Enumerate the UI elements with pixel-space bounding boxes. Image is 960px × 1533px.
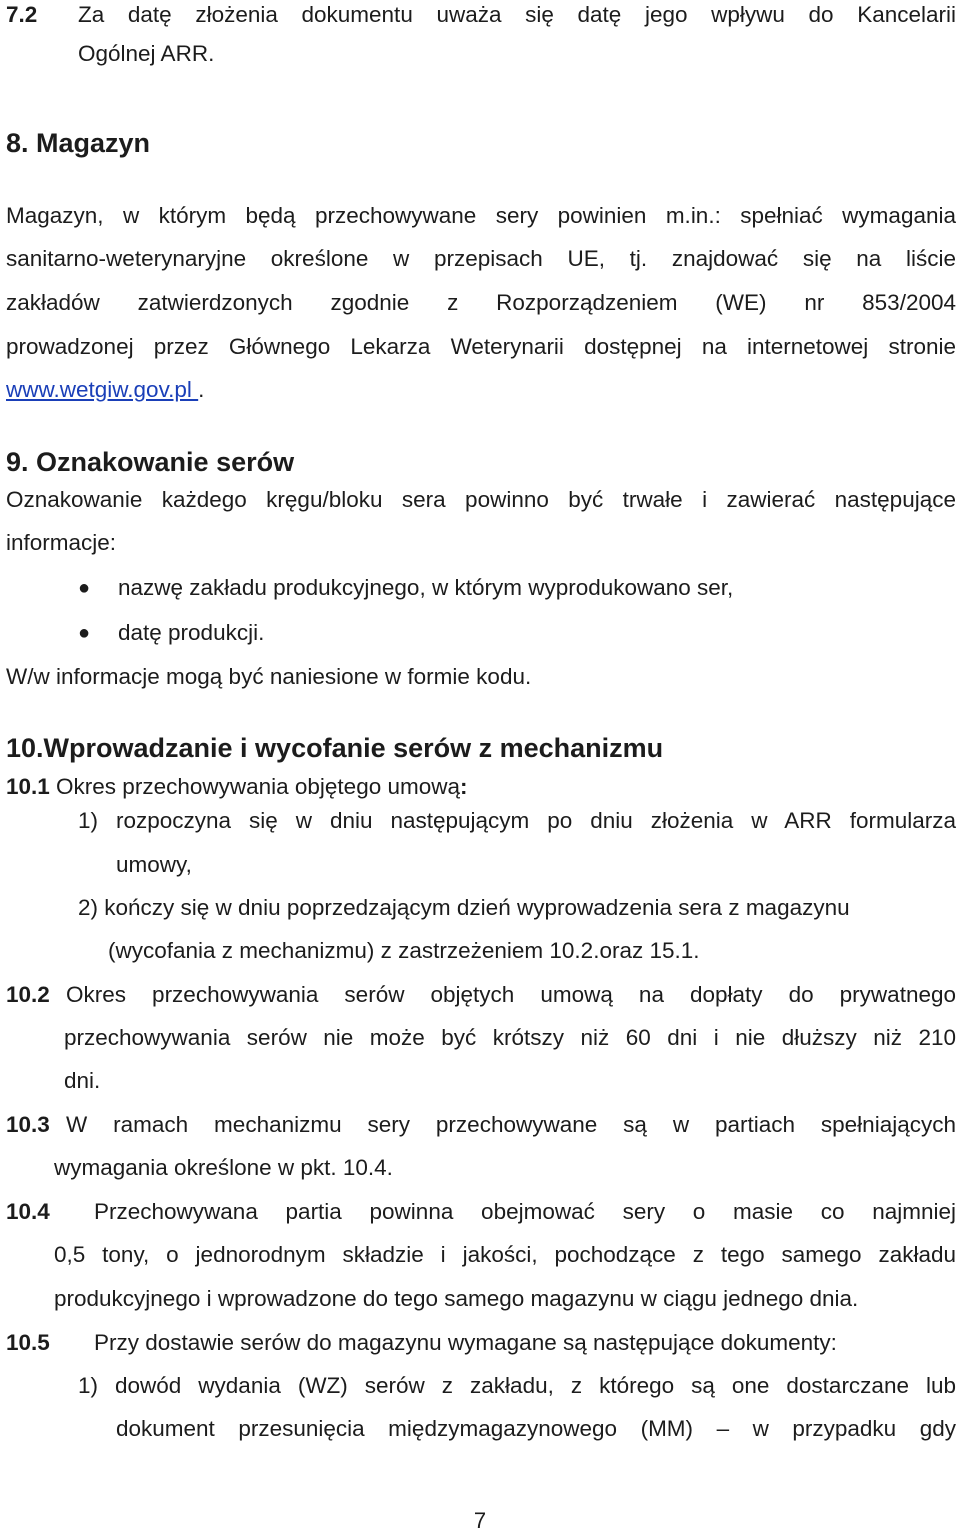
section-10-5-line-1: Przy dostawie serów do magazynu wymagane są następujące dokumenty: bbox=[94, 1330, 837, 1355]
section-10-1-item-2-line-2: (wycofania z mechanizmu) z zastrzeżeniem 10.2.oraz 15.1. bbox=[108, 938, 700, 963]
section-8-line-5 bbox=[6, 375, 204, 405]
section-9-heading: 9. Oznakowanie serów bbox=[6, 447, 295, 477]
section-7-2-line-1: Za datę złożenia dokumentu uważa się datę jego wpływu do Kancelarii bbox=[78, 2, 956, 27]
section-10-2-line-3: dni. bbox=[64, 1068, 101, 1093]
section-9-note: W/w informacje mogą być naniesione w formie kodu. bbox=[6, 664, 532, 689]
section-10-3-line-2: wymagania określone w pkt. 10.4. bbox=[54, 1155, 393, 1180]
section-10-4-line-3: produkcyjnego i wprowadzone do tego samego magazynu w ciągu jednego dnia. bbox=[54, 1286, 859, 1311]
section-10-3-line-1: W ramach mechanizmu sery przechowywane są w partiach spełniających bbox=[66, 1112, 956, 1137]
section-10-1-item-1-line-2: umowy, bbox=[116, 852, 192, 877]
section-10-1-number: 10.1 bbox=[6, 774, 50, 799]
section-8-line-3: zakładów zatwierdzonych zgodnie z Rozporządzeniem (WE) nr 853/2004 bbox=[6, 290, 956, 315]
section-10-1-item-2-line-1: 2) kończy się w dniu poprzedzającym dzień wyprowadzenia sera z magazynu bbox=[78, 895, 850, 920]
section-10-2-number: 10.2 bbox=[6, 982, 50, 1007]
section-10-5-item-1-line-1: 1) dowód wydania (WZ) serów z zakładu, z którego są one dostarczane lub bbox=[78, 1373, 956, 1398]
section-9-line-1: Oznakowanie każdego kręgu/bloku sera powinno być trwałe i zawierać następujące bbox=[6, 487, 956, 512]
section-9-bullet-1: nazwę zakładu produkcyjnego, w którym wyprodukowano ser, bbox=[118, 575, 734, 600]
section-8-line-4: prowadzonej przez Głównego Lekarza Weterynarii dostępnej na internetowej stronie bbox=[6, 334, 956, 359]
section-9-bullet-2: datę produkcji. bbox=[118, 620, 265, 645]
link-period: . bbox=[198, 377, 205, 402]
section-10-5-number: 10.5 bbox=[6, 1330, 50, 1355]
section-10-heading: 10.Wprowadzanie i wycofanie serów z mechanizmu bbox=[6, 733, 664, 763]
section-10-1-text: Okres przechowywania objętego umową bbox=[49, 774, 461, 799]
section-10-4-line-2: 0,5 tony, o jednorodnym składzie i jakości, pochodzące z tego samego zakładu bbox=[54, 1242, 956, 1267]
section-10-5-item-1-line-2: dokument przesunięcia międzymagazynowego (MM) – w przypadku gdy bbox=[116, 1416, 956, 1441]
wetgiw-link[interactable]: www.wetgiw.gov.pl bbox=[6, 377, 199, 402]
section-8-line-2: sanitarno-weterynaryjne określone w przepisach UE, tj. znajdować się na liście bbox=[6, 246, 956, 271]
section-10-1-item-1-line-1: 1) rozpoczyna się w dniu następującym po dniu złożenia w ARR formularza bbox=[78, 808, 956, 833]
section-10-3-number: 10.3 bbox=[6, 1112, 50, 1137]
section-10-2-line-2: przechowywania serów nie może być krótszy niż 60 dni i nie dłuższy niż 210 bbox=[64, 1025, 956, 1050]
section-8-heading: 8. Magazyn bbox=[6, 128, 151, 158]
section-10-4-number: 10.4 bbox=[6, 1199, 50, 1224]
bullet-icon: ● bbox=[78, 622, 91, 644]
section-7-2-line-2: Ogólnej ARR. bbox=[78, 41, 215, 66]
section-10-1-intro bbox=[6, 772, 468, 802]
section-9-line-2: informacje: bbox=[6, 530, 117, 555]
section-10-2-line-1: Okres przechowywania serów objętych umową na dopłaty do prywatnego bbox=[66, 982, 956, 1007]
bullet-icon: ● bbox=[78, 577, 91, 599]
section-8-line-1: Magazyn, w którym będą przechowywane sery powinien m.in.: spełniać wymagania bbox=[6, 203, 956, 228]
page-number: 7 bbox=[473, 1508, 487, 1533]
section-10-1-colon: : bbox=[460, 774, 468, 799]
section-7-2-number: 7.2 bbox=[6, 2, 38, 27]
section-10-4-line-1: Przechowywana partia powinna obejmować sery o masie co najmniej bbox=[94, 1199, 956, 1224]
